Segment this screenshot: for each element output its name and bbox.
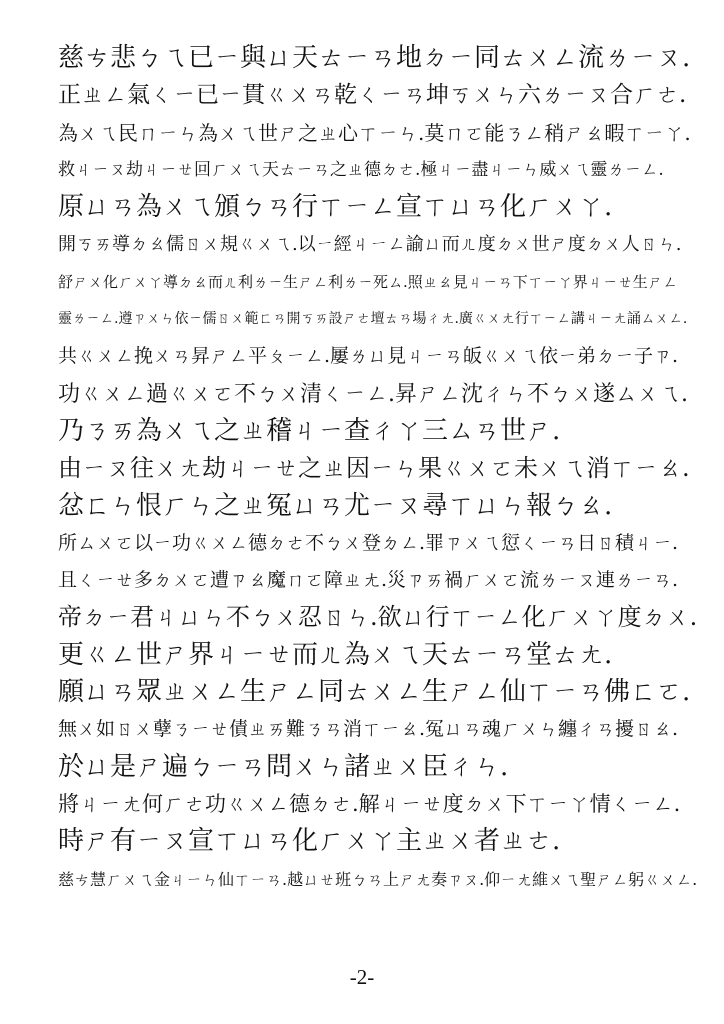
text-line: 將ㄐㄧㄤ何ㄏㄜ功ㄍㄨㄥ德ㄉㄜ.解ㄐㄧㄝ度ㄉㄨ下ㄒㄧㄚ情ㄑㄧㄥ. (58, 791, 681, 816)
text-line: 願ㄩㄢ眾ㄓㄨㄥ生ㄕㄥ同ㄊㄨㄥ生ㄕㄥ仙ㄒㄧㄢ佛ㄈㄛ. (58, 677, 691, 708)
text-line: 時ㄕ有ㄧㄡ宣ㄒㄩㄢ化ㄏㄨㄚ主ㄓㄨ者ㄓㄜ. (58, 826, 561, 857)
text-line: 為ㄨㄟ民ㄇㄧㄣ為ㄨㄟ世ㄕ之ㄓ心ㄒㄧㄣ.莫ㄇㄛ能ㄋㄥ稍ㄕㄠ暇ㄒㄧㄚ. (58, 120, 691, 145)
text-line: 帝ㄉㄧ君ㄐㄩㄣ不ㄅㄨ忍ㄖㄣ.欲ㄩ行ㄒㄧㄥ化ㄏㄨㄚ度ㄉㄨ. (58, 603, 698, 632)
text-line: 且ㄑㄧㄝ多ㄉㄨㄛ遭ㄗㄠ魔ㄇㄛ障ㄓㄤ.災ㄗㄞ禍ㄏㄨㄛ流ㄌㄧㄡ連ㄌㄧㄢ. (58, 569, 679, 592)
text-line: 開ㄎㄞ導ㄉㄠ儒ㄖㄨ規ㄍㄨㄟ.以ㄧ經ㄐㄧㄥ諭ㄩ而ㄦ度ㄉㄨ世ㄕ度ㄉㄨ人ㄖㄣ. (58, 234, 682, 256)
text-line: 於ㄩ是ㄕ遍ㄅㄧㄢ問ㄨㄣ諸ㄓㄨ臣ㄔㄣ. (58, 751, 509, 782)
text-line: 慈ㄘ悲ㄅㄟ已ㄧ與ㄩ天ㄊㄧㄢ地ㄉㄧ同ㄊㄨㄥ流ㄌㄧㄡ. (58, 43, 691, 73)
text-body (58, 40, 698, 898)
text-line: 正ㄓㄥ氣ㄑㄧ已ㄧ貫ㄍㄨㄢ乾ㄑㄧㄢ坤ㄎㄨㄣ六ㄌㄧㄡ合ㄏㄜ. (58, 82, 687, 109)
page-number: -2- (349, 965, 375, 989)
text-line: 救ㄐㄧㄡ劫ㄐㄧㄝ回ㄏㄨㄟ天ㄊㄧㄢ之ㄓ德ㄉㄜ.極ㄐㄧ盡ㄐㄧㄣ威ㄨㄟ靈ㄌㄧㄥ. (58, 159, 664, 180)
text-line: 舒ㄕㄨ化ㄏㄨㄚ導ㄉㄠ而ㄦ利ㄌㄧ生ㄕㄥ利ㄌㄧ死ㄙ.照ㄓㄠ見ㄐㄧㄢ下ㄒㄧㄚ界ㄐㄧㄝ生ㄕㄥ (58, 272, 678, 291)
text-line: 由ㄧㄡ往ㄨㄤ劫ㄐㄧㄝ之ㄓ因ㄧㄣ果ㄍㄨㄛ未ㄨㄟ消ㄒㄧㄠ. (58, 454, 690, 483)
text-line: 乃ㄋㄞ為ㄨㄟ之ㄓ稽ㄐㄧ查ㄔㄚ三ㄙㄢ世ㄕ. (58, 415, 561, 446)
text-line: 原ㄩㄢ為ㄨㄟ頒ㄅㄢ行ㄒㄧㄥ宣ㄒㄩㄢ化ㄏㄨㄚ. (58, 192, 613, 223)
text-line: 所ㄙㄨㄛ以ㄧ功ㄍㄨㄥ德ㄉㄜ不ㄅㄨ登ㄉㄥ.罪ㄗㄨㄟ愆ㄑㄧㄢ日ㄖ積ㄐㄧ. (58, 531, 679, 554)
text-line: 靈ㄌㄧㄥ.遵ㄗㄨㄣ依ㄧ儒ㄖㄨ範ㄈㄢ開ㄎㄞ設ㄕㄜ壇ㄊㄢ場ㄔㄤ.廣ㄍㄨㄤ行ㄒㄧㄥ講ㄐㄧㄤ誦ㄙㄨㄥ. (58, 311, 688, 328)
text-line: 更ㄍㄥ世ㄕ界ㄐㄧㄝ而ㄦ為ㄨㄟ天ㄊㄧㄢ堂ㄊㄤ. (58, 639, 613, 670)
text-line: 無ㄨ如ㄖㄨ孽ㄋㄧㄝ債ㄓㄞ難ㄋㄢ消ㄒㄧㄠ.冤ㄩㄢ魂ㄏㄨㄣ纏ㄔㄢ擾ㄖㄠ. (58, 718, 679, 741)
text-line: 功ㄍㄨㄥ過ㄍㄨㄛ不ㄅㄨ清ㄑㄧㄥ.昇ㄕㄥ沈ㄔㄣ不ㄅㄨ遂ㄙㄨㄟ. (58, 381, 688, 407)
text-line: 忿ㄈㄣ恨ㄏㄣ之ㄓ冤ㄩㄢ尤ㄧㄡ尋ㄒㄩㄣ報ㄅㄠ. (58, 490, 613, 521)
text-line: 共ㄍㄨㄥ挽ㄨㄢ昇ㄕㄥ平ㄆㄧㄥ.屢ㄌㄩ見ㄐㄧㄢ皈ㄍㄨㄟ依ㄧ弟ㄉㄧ子ㄗ. (58, 345, 679, 368)
text-line: 慈ㄘ慧ㄏㄨㄟ金ㄐㄧㄣ仙ㄒㄧㄢ.越ㄩㄝ班ㄅㄢ上ㄕㄤ奏ㄗㄡ.仰ㄧㄤ維ㄨㄟ聖ㄕㄥ躬ㄍㄨㄥ. (58, 869, 698, 889)
